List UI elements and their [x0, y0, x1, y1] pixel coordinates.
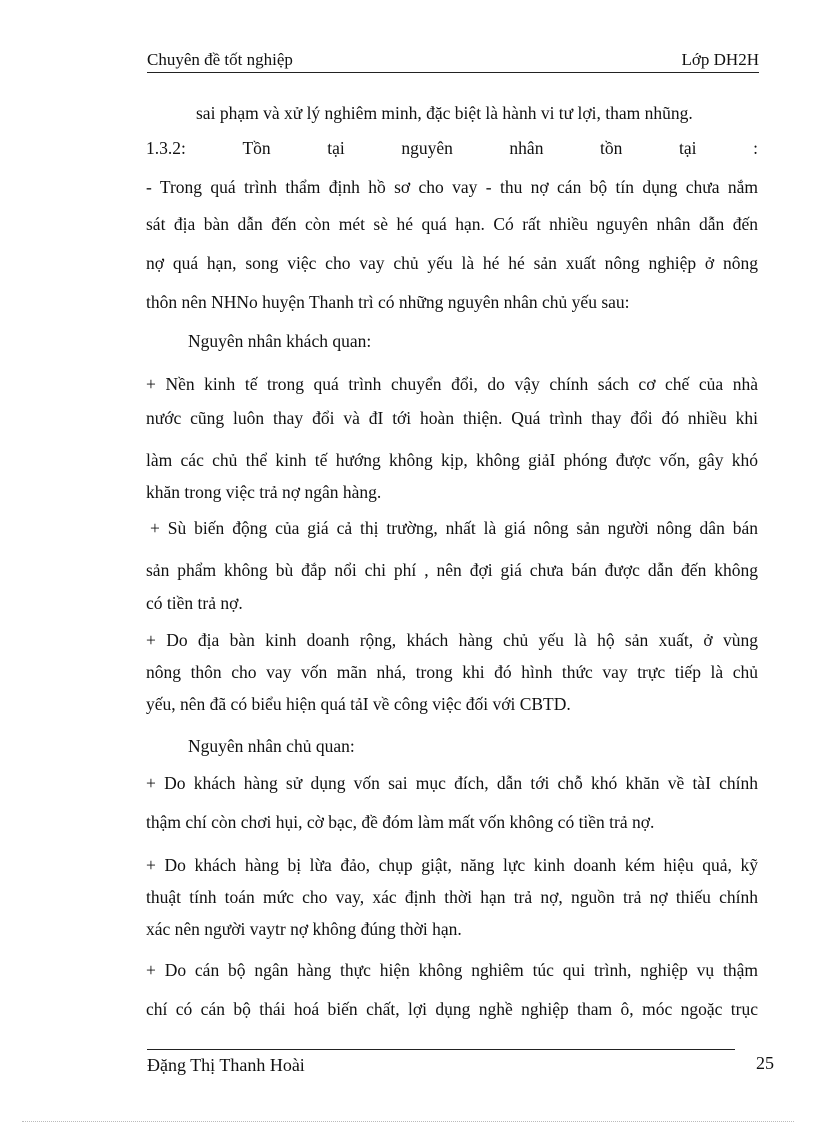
text-line: thậm chí còn chơi hụi, cờ bạc, đề đóm làm mất vốn không có tiền trả nợ. — [146, 812, 655, 832]
header-class: Lớp DH2H — [681, 50, 759, 69]
text-line: + Sù biến động của giá cả thị trường, nhất là giá nông sản người nông dân bán — [150, 518, 758, 538]
text-line: sai phạm và xử lý nghiêm minh, đặc biệt là hành vi tư lợi, tham nhũng. — [196, 103, 693, 123]
text-line: yếu, nên đã có biểu hiện quá tảI về công việc đối với CBTD. — [146, 694, 571, 714]
paragraph — [146, 772, 758, 834]
text-line: 1.3.2: Tồn tại nguyên nhân tồn tại : — [146, 138, 758, 158]
paragraph — [146, 176, 758, 314]
paragraph — [146, 517, 758, 615]
text-line: + Nền kinh tế trong quá trình chuyển đổi, do vậy chính sách cơ chế của nhà — [146, 374, 758, 394]
subheading-objective-causes — [188, 330, 371, 353]
footer-author: Đặng Thị Thanh Hoài — [147, 1055, 305, 1075]
text-line: nợ quá hạn, song việc cho vay chủ yếu là hé hé sản xuất nông nghiệp ở nông — [146, 253, 758, 273]
text-line: - Trong quá trình thẩm định hồ sơ cho vay - thu nợ cán bộ tín dụng chưa nắm — [146, 177, 758, 197]
text-line: Nguyên nhân chủ quan: — [188, 736, 355, 756]
page-number: 25 — [756, 1053, 774, 1073]
footer-rule — [147, 1049, 735, 1050]
text-line: khăn trong việc trả nợ ngân hàng. — [146, 482, 382, 502]
paragraph-continuation — [196, 102, 758, 125]
header-title: Chuyên đề tốt nghiệp — [147, 50, 293, 69]
section-heading-1-3-2 — [146, 137, 758, 160]
page-edge-divider — [22, 1121, 794, 1122]
text-line: nông thôn cho vay vốn mãn nhá, trong khi đó hình thức vay trực tiếp là chủ — [146, 662, 758, 682]
text-line: sản phẩm không bù đắp nổi chi phí , nên đợi giá chưa bán được dẫn đến không — [146, 560, 758, 580]
text-line: xác nên người vaytr nợ không đúng thời hạn. — [146, 919, 462, 939]
text-line: nước cũng luôn thay đổi và đI tới hoàn thiện. Quá trình thay đổi đó nhiều khi — [146, 408, 758, 428]
page-header — [147, 48, 759, 73]
text-line: Nguyên nhân khách quan: — [188, 331, 372, 351]
paragraph — [146, 373, 758, 504]
text-line: thuật tính toán mức cho vay, xác định thời hạn trả nợ, nguồn trả nợ thiếu chính — [146, 887, 758, 907]
subheading-subjective-causes — [188, 735, 355, 758]
text-line: làm các chủ thể kinh tế hướng không kịp, không giảI phóng được vốn, gây khó — [146, 450, 758, 470]
text-line: + Do khách hàng sử dụng vốn sai mục đích, dẫn tới chỗ khó khăn về tàI chính — [146, 773, 758, 793]
text-line: + Do địa bàn kinh doanh rộng, khách hàng chủ yếu là hộ sản xuất, ở vùng — [146, 630, 758, 650]
text-line: + Do khách hàng bị lừa đảo, chụp giật, năng lực kinh doanh kém hiệu quả, kỹ — [146, 855, 758, 875]
text-line: thôn nên NHNo huyện Thanh trì có những nguyên nhân chủ yếu sau: — [146, 292, 630, 312]
paragraph — [146, 854, 758, 941]
text-line: chí có cán bộ thái hoá biến chất, lợi dụng nghề nghiệp tham ô, móc ngoặc trục — [146, 999, 758, 1019]
paragraph — [146, 959, 758, 1021]
text-line: có tiền trả nợ. — [146, 593, 243, 613]
paragraph — [146, 629, 758, 716]
text-line: sát địa bàn dẫn đến còn mét sè hé quá hạn. Có rất nhiều nguyên nhân dẫn đến — [146, 214, 758, 234]
text-line: + Do cán bộ ngân hàng thực hiện không nghiêm túc qui trình, nghiệp vụ thậm — [146, 960, 758, 980]
